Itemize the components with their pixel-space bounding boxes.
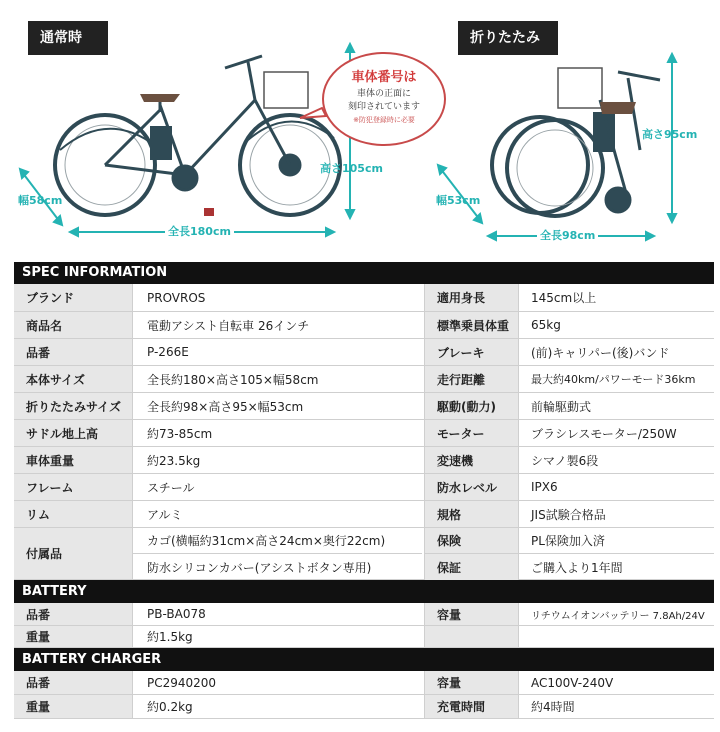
spec-value: 全長約98×高さ95×幅53cm: [132, 393, 422, 419]
spec-value: AC100V-240V: [518, 671, 714, 694]
spec-label: 重量: [14, 695, 132, 718]
spec-label: 防水レベル: [424, 474, 518, 500]
spec-row: [14, 312, 714, 339]
spec-label: ブレーキ: [424, 339, 518, 365]
folded-height-label: 高さ95cm: [642, 128, 698, 141]
spec-row: [14, 393, 714, 420]
spec-label: 重量: [14, 626, 132, 647]
spec-label: 付属品: [14, 528, 132, 579]
spec-value: JIS試験合格品: [518, 501, 714, 527]
spec-value: 65kg: [518, 312, 714, 338]
spec-value: アルミ: [132, 501, 422, 527]
spec-label: モーター: [424, 420, 518, 446]
spec-row-accessories: [14, 528, 714, 580]
spec-label: 容量: [424, 671, 518, 694]
spec-label: 車体重量: [14, 447, 132, 473]
normal-state-tag: 通常時: [28, 21, 108, 55]
spec-value: PB-BA078: [132, 603, 422, 625]
charger-section-header: BATTERY CHARGER: [14, 648, 714, 671]
folded-length-label: 全長98cm: [537, 227, 598, 243]
spec-value: [518, 626, 714, 647]
spec-label: 容量: [424, 603, 518, 625]
spec-row: [14, 420, 714, 447]
battery-row: [14, 603, 714, 626]
spec-value: 約73-85cm: [132, 420, 422, 446]
spec-label: 品番: [14, 339, 132, 365]
spec-label: [424, 626, 518, 647]
spec-value: カゴ(横幅約31cm×高さ24cm×奥行22cm): [132, 528, 422, 554]
spec-label: 標準乗員体重: [424, 312, 518, 338]
spec-label: 品番: [14, 671, 132, 694]
spec-value: 防水シリコンカバー(アシストボタン専用): [132, 554, 422, 580]
spec-section-header: SPEC INFORMATION: [14, 262, 714, 284]
bicycle-folded-icon: [492, 68, 660, 216]
spec-value: 最大約40km/パワーモード36km: [518, 366, 714, 392]
spec-value: 145cm以上: [518, 284, 714, 311]
spec-label: 本体サイズ: [14, 366, 132, 392]
spec-value: PROVROS: [132, 284, 422, 311]
spec-value: 電動アシスト自転車 26インチ: [132, 312, 422, 338]
normal-height-label: 高さ105cm: [320, 162, 383, 175]
spec-value: 全長約180×高さ105×幅58cm: [132, 366, 422, 392]
spec-value: 約23.5kg: [132, 447, 422, 473]
spec-label: ブランド: [14, 284, 132, 311]
spec-label: リム: [14, 501, 132, 527]
spec-value: IPX6: [518, 474, 714, 500]
spec-row: [14, 339, 714, 366]
spec-label: 品番: [14, 603, 132, 625]
spec-row: [14, 474, 714, 501]
spec-value: 前輪駆動式: [518, 393, 714, 419]
spec-label: 充電時間: [424, 695, 518, 718]
spec-value: ブラシレスモーター/250W: [518, 420, 714, 446]
battery-section-header: BATTERY: [14, 580, 714, 603]
spec-value: リチウムイオンバッテリー 7.8Ah/24V: [518, 603, 714, 625]
frame-number-callout: [322, 52, 446, 146]
spec-label: 駆動(動力): [424, 393, 518, 419]
spec-label: 折りたたみサイズ: [14, 393, 132, 419]
normal-width-label: 幅58cm: [18, 194, 63, 207]
callout-line3: 刻印されています: [347, 102, 420, 112]
normal-length-label: 全長180cm: [165, 223, 234, 239]
spec-label: 適用身長: [424, 284, 518, 311]
battery-row: [14, 626, 714, 648]
spec-label: 保証: [424, 554, 518, 580]
spec-value: 約4時間: [518, 695, 714, 718]
callout-line2: 車体の正面に: [356, 89, 411, 99]
callout-title: 車体番号は: [351, 70, 417, 85]
spec-row: [14, 501, 714, 528]
spec-label: 変速機: [424, 447, 518, 473]
bicycle-normal-icon: [55, 56, 340, 216]
spec-label: サドル地上高: [14, 420, 132, 446]
spec-value: シマノ製6段: [518, 447, 714, 473]
spec-value: (前)キャリパー(後)バンド: [518, 339, 714, 365]
spec-row: [14, 284, 714, 312]
spec-value: スチール: [132, 474, 422, 500]
spec-label: 保険: [424, 528, 518, 554]
spec-value: ご購入より1年間: [518, 554, 714, 580]
spec-value: PL保険加入済: [518, 528, 714, 554]
spec-label: フレーム: [14, 474, 132, 500]
folded-width-label: 幅53cm: [436, 194, 481, 207]
spec-value: 約1.5kg: [132, 626, 422, 647]
spec-value: 約0.2kg: [132, 695, 422, 718]
charger-row: [14, 671, 714, 695]
charger-row: [14, 695, 714, 719]
hero-illustration: [0, 0, 720, 262]
folded-state-tag: 折りたたみ時: [458, 21, 558, 55]
spec-row: [14, 447, 714, 474]
spec-label: 商品名: [14, 312, 132, 338]
spec-value: P-266E: [132, 339, 422, 365]
spec-label: 走行距離: [424, 366, 518, 392]
callout-note: ※防犯登録時に必要: [353, 116, 415, 124]
spec-row: [14, 366, 714, 393]
spec-label: 規格: [424, 501, 518, 527]
spec-value: PC2940200: [132, 671, 422, 694]
